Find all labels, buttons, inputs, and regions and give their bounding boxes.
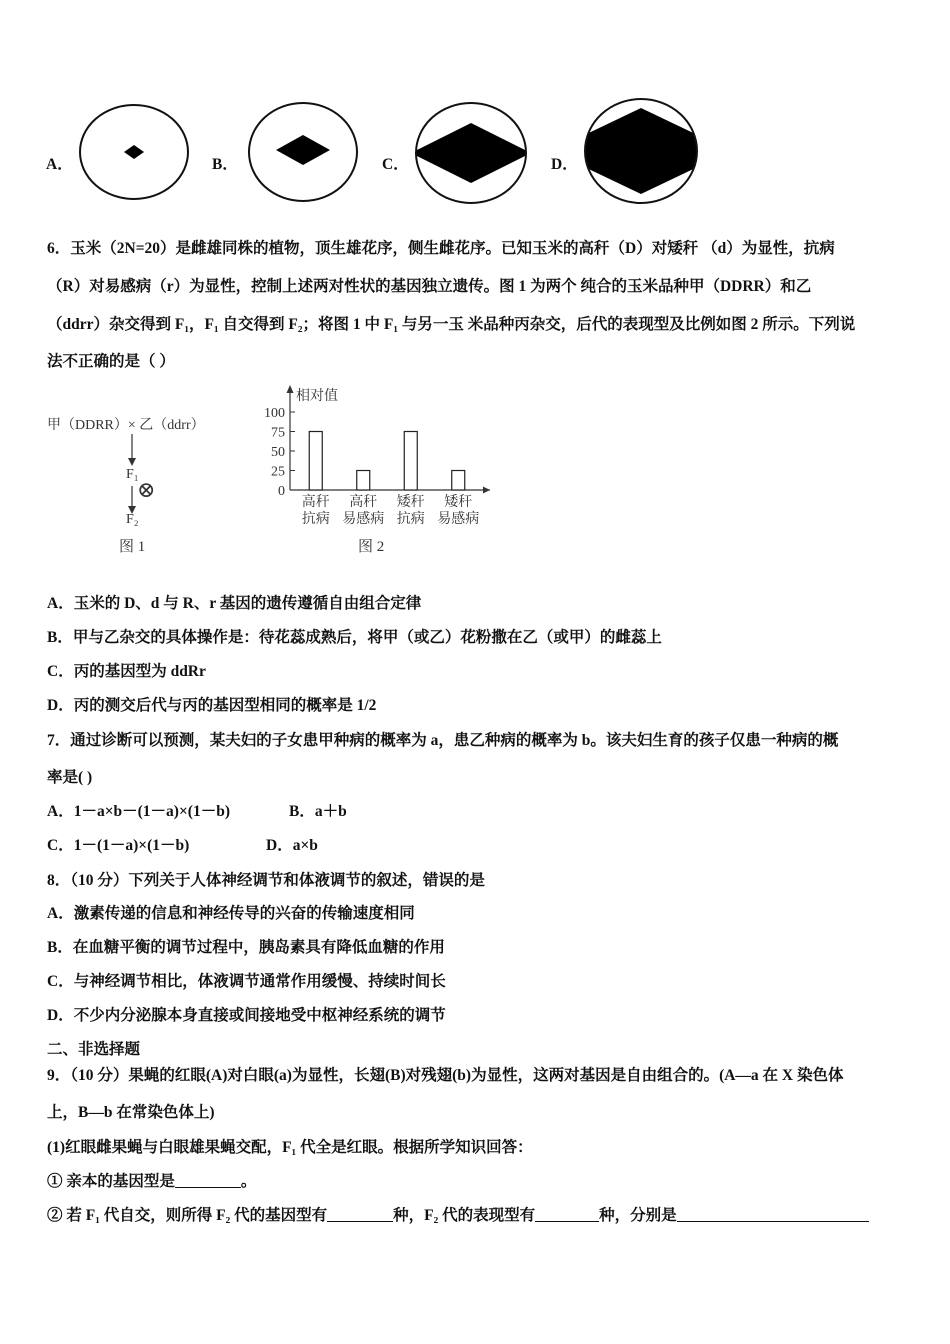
answer-blank[interactable] — [535, 1207, 599, 1222]
q9-item-2-text-a: ② 若 F₁ 代自交，则所得 F₂ 代的基因型有 — [47, 1207, 328, 1224]
q6-stem-line-4: 法不正确的是（ ） — [47, 353, 175, 370]
q8-option-c: C．与神经调节相比，体液调节通常作用缓慢、持续时间长 — [47, 973, 446, 990]
fig2-caption: 图 2 — [358, 539, 385, 555]
y-tick-label: 0 — [278, 484, 285, 499]
q6-option-c: C．丙的基因型为 ddRr — [47, 663, 206, 680]
bar — [452, 471, 465, 491]
self-cross-symbol: ⊗ — [137, 477, 156, 502]
q6-stem-line-3: （ddrr）杂交得到 F₁，F₁ 自交得到 F₂；将图 1 中 F₁ 与另一玉 米品种丙杂交，后代的表现型及比例如图 2 所示。下列说 — [47, 316, 856, 333]
q9-stem-line-1: 9．（10 分）果蝇的红眼(A)对白眼(a)为显性，长翅(B)对残翅(b)为显性，这两对基因是自由组合的。(A—a 在 X 染色体 — [47, 1067, 844, 1084]
q7-stem-line-1: 7．通过诊断可以预测，某夫妇的子女患甲种病的概率为 a，患乙种病的概率为 b。该夫妇生育的孩子仅患一种病的概 — [47, 732, 839, 749]
q6-option-d: D．丙的测交后代与丙的基因型相同的概率是 1/2 — [47, 697, 377, 714]
q8-option-a: A．激素传递的信息和神经传导的兴奋的传输速度相同 — [47, 905, 415, 922]
y-tick-label: 25 — [271, 464, 285, 480]
q9-item-1 — [47, 1169, 256, 1191]
fig1-f1: F₁ — [126, 467, 139, 482]
category-label: 易感病 — [342, 512, 385, 527]
shape-option-c — [413, 100, 531, 206]
q8-option-d: D．不少内分泌腺本身直接或间接地受中枢神经系统的调节 — [47, 1007, 446, 1024]
category-label: 抗病 — [396, 512, 425, 527]
fig1-caption: 图 1 — [119, 539, 146, 555]
shape-option-d-label: D． — [551, 156, 578, 173]
category-label: 易感病 — [437, 512, 480, 527]
category-label: 矮秆 — [396, 495, 425, 510]
bar — [404, 432, 417, 491]
category-label: 矮秆 — [444, 495, 473, 510]
q7-option-d: D．a×b — [266, 837, 318, 854]
answer-blank[interactable] — [327, 1207, 393, 1222]
shape-option-a-label: A． — [46, 156, 73, 173]
shape-option-c-label: C． — [382, 156, 409, 173]
diamond — [413, 123, 531, 183]
q7-option-a: A．1－a×b－(1－a)×(1－b) — [47, 803, 230, 820]
shape-option-d — [581, 96, 701, 206]
q6-stem-line-2: （R）对易感病（r）为显性，控制上述两对性状的基因独立遗传。图 1 为两个 纯合的玉米品种甲（DDRR）和乙 — [47, 278, 812, 295]
q6-stem-line-1: 6．玉米（2N=20）是雌雄同株的植物，顶生雄花序，侧生雌花序。已知玉米的高秆（D）对矮秆 （d）为显性，抗病 — [47, 240, 835, 257]
q6-option-b: B．甲与乙杂交的具体操作是：待花蕊成熟后，将甲（或乙）花粉撒在乙（或甲）的雌蕊上 — [47, 629, 662, 646]
category-label: 高秆 — [349, 495, 378, 510]
shape-option-a — [78, 102, 190, 202]
x-axis-arrow — [483, 487, 490, 494]
category-label: 高秆 — [301, 495, 330, 510]
diamond — [581, 108, 701, 194]
q7-option-b: B．a＋b — [289, 803, 347, 820]
q7-stem-line-2: 率是( ) — [47, 769, 93, 786]
answer-blank[interactable] — [677, 1207, 869, 1222]
shape-option-b-label: B． — [212, 156, 238, 173]
q9-stem-line-2: 上，B—b 在常染色体上) — [47, 1104, 215, 1121]
q7-option-c: C．1－(1－a)×(1－b) — [47, 837, 190, 854]
fig1-f2: F₂ — [126, 512, 139, 527]
y-tick-label: 75 — [271, 425, 285, 441]
q9-item-2 — [47, 1203, 869, 1225]
y-axis-arrow — [287, 385, 294, 393]
shape-option-b — [247, 100, 359, 204]
fig2-bar-chart — [250, 380, 500, 530]
section-title: 二、非选择题 — [47, 1041, 141, 1058]
y-tick-label: 50 — [271, 445, 285, 460]
q9-item-2-text-c: 种，分别是 — [599, 1207, 677, 1224]
q6-option-a: A．玉米的 D、d 与 R、r 基因的遗传遵循自由组合定律 — [47, 595, 422, 612]
answer-blank[interactable] — [175, 1173, 241, 1188]
q8-stem: 8．（10 分）下列关于人体神经调节和体液调节的叙述，错误的是 — [47, 872, 485, 889]
q8-option-b: B．在血糖平衡的调节过程中，胰岛素具有降低血糖的作用 — [47, 939, 445, 956]
bar — [357, 471, 370, 491]
y-axis-label: 相对值 — [296, 389, 338, 404]
category-label: 抗病 — [301, 512, 330, 527]
q9-item-1-end: 。 — [240, 1173, 257, 1190]
q9-subquestion-1: (1)红眼雌果蝇与白眼雄果蝇交配，F₁ 代全是红眼。根据所学知识回答： — [47, 1139, 533, 1156]
y-tick-label: 100 — [264, 406, 285, 421]
q9-item-2-text-b: 种，F₂ 代的表现型有 — [393, 1207, 536, 1224]
bar — [309, 432, 322, 491]
fig1-cross: 甲（DDRR）× 乙（ddrr） — [47, 418, 205, 433]
q9-item-1-text: ① 亲本的基因型是 — [47, 1173, 175, 1190]
